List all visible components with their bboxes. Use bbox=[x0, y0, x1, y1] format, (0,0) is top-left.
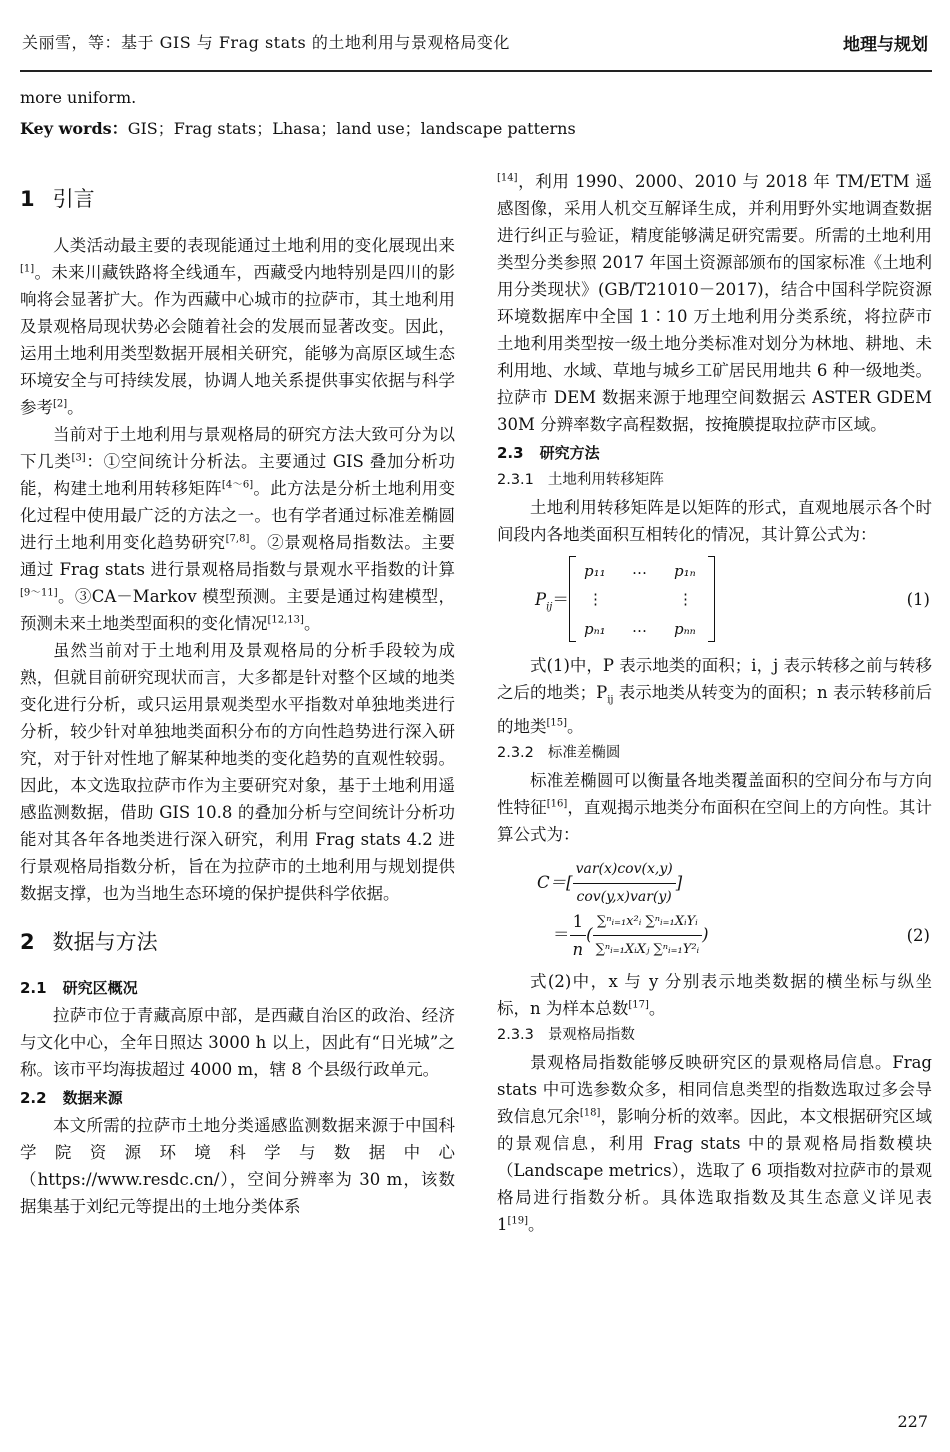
citation: [12,13] bbox=[267, 614, 304, 626]
section-2-3-2-heading: 2.3.2 标准差椭圆 bbox=[497, 745, 621, 762]
equation-number: (1) bbox=[906, 590, 930, 609]
formula-2 bbox=[497, 852, 932, 964]
right-column bbox=[497, 168, 932, 1238]
citation: [16] bbox=[546, 798, 568, 810]
study-area-paragraph: 拉萨市位于青藏高原中部，是西藏自治区的政治、经济与文化中心，全年日照达 3000 h 以上，因此有“日光城”之称。该市平均海拔超过 4000 m，辖 8 个县级行政单元。 bbox=[20, 1006, 455, 1079]
section-title: 引言 bbox=[52, 187, 95, 211]
citation: [14] bbox=[497, 172, 518, 184]
formula-1 bbox=[497, 554, 932, 646]
data-source-paragraph: 本文所需的拉萨市土地分类遥感监测数据来源于中国科学院资源环境科学与数据中心（https://www.resdc.cn/），空间分辨率为 30 m，该数据集基于刘纪元等提出的土地分类体系 bbox=[20, 1116, 455, 1216]
formula-1-explanation: 式(1)中，P 表示地类的面积；i，j 表示转移之前与转移之后的地类；$P_{ij}$ 表示地类从转变为的面积；n 表示转移前后的地类[15]。 bbox=[497, 656, 932, 737]
citation: [9～11] bbox=[20, 587, 58, 599]
section-number: 2 bbox=[20, 930, 35, 954]
abstract-tail: more uniform. bbox=[20, 88, 137, 107]
data-source-paragraph-continued: [14]，利用 1990、2000、2010 与 2018 年 TM/ETM 遥感图像，采用人机交互解译生成，并利用野外实地调查数据进行纠正与验证，精度能够满足研究需要。所需的土地利用类型分类参照 2017 年国土资源部颁布的国家标准《土地利用分类现状》(GB/T21010－2017)，结合中国科学院资源环境数据库中全国 1∶10 万土地利用分类系统，将拉萨市土地利用类型按一级土地分类标准对划分为林地、耕地、未利用地、水域、草地与城乡工矿居民用地共 6 种一级地类。拉萨市 DEM 数据来源于地理空间数据云 ASTER GDEM 30M 分辨率数字高程数据，按掩膜提取拉萨市区域。 bbox=[497, 172, 932, 434]
left-column bbox=[20, 168, 456, 1216]
transfer-matrix-paragraph: 土地利用转移矩阵是以矩阵的形式，直观地展示各个时间段内各地类面积互相转化的情况，其计算公式为： bbox=[497, 498, 932, 544]
intro-paragraph-2: 当前对于土地利用与景观格局的研究方法大致可分为以下几类[3]：①空间统计分析法。主要通过 GIS 叠加分析功能，构建土地利用转移矩阵[4～6]。此方法是分析土地利用变化过程中使用最广泛的方法之一。也有学者通过标准差椭圆进行土地利用变化趋势研究[7,8]。②景观格局指数法。主要通过 Frag stats 进行景观格局指数与景观水平指数的计算[9～11]。③CA－Markov 模型预测。主要是通过构建模型，预测未来土地类型面积的变化情况[12,13]。 bbox=[20, 425, 456, 633]
citation: [2] bbox=[53, 398, 68, 410]
section-2-1-heading: 2.1 研究区概况 bbox=[20, 979, 138, 997]
keywords bbox=[20, 116, 576, 139]
section-1-heading bbox=[20, 184, 455, 214]
citation: [7,8] bbox=[225, 533, 250, 545]
ellipse-paragraph: 标准差椭圆可以衡量各地类覆盖面积的空间分布与方向性特征[16]，直观揭示地类分布面积在空间上的方向性。其计算公式为： bbox=[497, 771, 933, 845]
matrix-bracket: p₁₁ … p₁ₙ ⋮ ⋮ pₙ₁ … pₙₙ bbox=[569, 556, 715, 642]
citation: [3] bbox=[71, 452, 86, 464]
intro-paragraph-3: 虽然当前对于土地利用及景观格局的分析手段较为成熟，但就目前研究现状而言，大多都是针对整个区域的地类变化进行分析，或只运用景观类型水平指数对单独地类进行分析，较少针对单独地类面积分布的方向性趋势进行深入研究，对于针对性地了解某种地类的变化趋势的直观性较弱。因此，本文选取拉萨市作为主要研究对象，基于土地利用遥感监测数据，借助 GIS 10.8 的叠加分析与空间统计分析功能对其各年各地类进行深入研究，利用 Frag stats 4.2 进行景观格局指数分析，旨在为拉萨市的土地利用与规划提供数据支撑，也为当地生态环境的保护提供科学依据。 bbox=[20, 641, 455, 903]
section-2-heading bbox=[20, 927, 455, 957]
intro-paragraph-1: 人类活动最主要的表现能通过土地利用的变化展现出来[1]。未来川藏铁路将全线通车，西藏受内地特别是四川的影响将会显著扩大。作为西藏中心城市的拉萨市，其土地利用及景观格局现状势必会随着社会的发展而显著改变。因此，运用土地利用类型数据开展相关研究，能够为高原区域生态环境安全与可持续发展，协调人地关系提供事实依据与科学参考[2]。 bbox=[20, 236, 455, 417]
header-rule bbox=[20, 70, 932, 72]
formula-1-lhs: $P_{ij}=$ bbox=[535, 590, 569, 613]
page-number: 227 bbox=[897, 1412, 928, 1431]
citation: [17] bbox=[628, 999, 649, 1011]
citation: [19] bbox=[507, 1215, 529, 1227]
section-2-3-3-heading: 2.3.3 景观格局指数 bbox=[497, 1027, 635, 1044]
equation-number: (2) bbox=[906, 926, 930, 946]
section-2-3-1-heading: 2.3.1 土地利用转移矩阵 bbox=[497, 472, 664, 488]
section-number: 1 bbox=[20, 187, 35, 211]
journal-name: 地理与规划 bbox=[843, 35, 928, 55]
keywords-label: Key words： bbox=[20, 119, 128, 138]
formula-2-line-1: C＝[ $\frac{\text{var(x)cov(x,y)}}{\text{cov(y,x)var(y)}}$ ] bbox=[537, 856, 682, 911]
citation: [1] bbox=[20, 263, 35, 275]
formula-2-explanation: 式(2)中，x 与 y 分别表示地类数据的横坐标与纵坐标，n 为样本总数[17]。 bbox=[497, 972, 932, 1019]
citation: [4～6] bbox=[221, 479, 254, 491]
formula-2-line-2: ＝ $\frac{1}{n}$ ( $\frac{\text{∑ⁿᵢ₌₁x²ᵢ ∑ⁿᵢ₌₁XᵢYᵢ}}{\text{∑ⁿᵢ₌₁XᵢXⱼ ∑ⁿᵢ₌₁Y²ᵢ}}$ ) bbox=[553, 908, 709, 963]
citation: [15] bbox=[546, 717, 568, 729]
section-2-3-heading: 2.3 研究方法 bbox=[497, 444, 600, 462]
landscape-index-paragraph: 景观格局指数能够反映研究区的景观格局信息。Frag stats 中可选参数众多，相同信息类型的指数选取过多会导致信息冗余[18]，影响分析的效率。因此，本文根据研究区域的景观信息，利用 Frag stats 中的景观格局指数模块（Landscape metrics），选取了 6 项指数对拉萨市的景观格局进行指数分析。具体选取指数及其生态意义详见表 1[19]。 bbox=[497, 1053, 933, 1235]
section-2-2-heading: 2.2 数据来源 bbox=[20, 1089, 123, 1107]
keywords-text: GIS；Frag stats；Lhasa；land use；landscape patterns bbox=[127, 119, 576, 138]
citation: [18] bbox=[579, 1107, 601, 1119]
running-header: 关丽雪，等：基于 GIS 与 Frag stats 的土地利用与景观格局变化 bbox=[22, 33, 510, 52]
section-title: 数据与方法 bbox=[52, 930, 158, 954]
